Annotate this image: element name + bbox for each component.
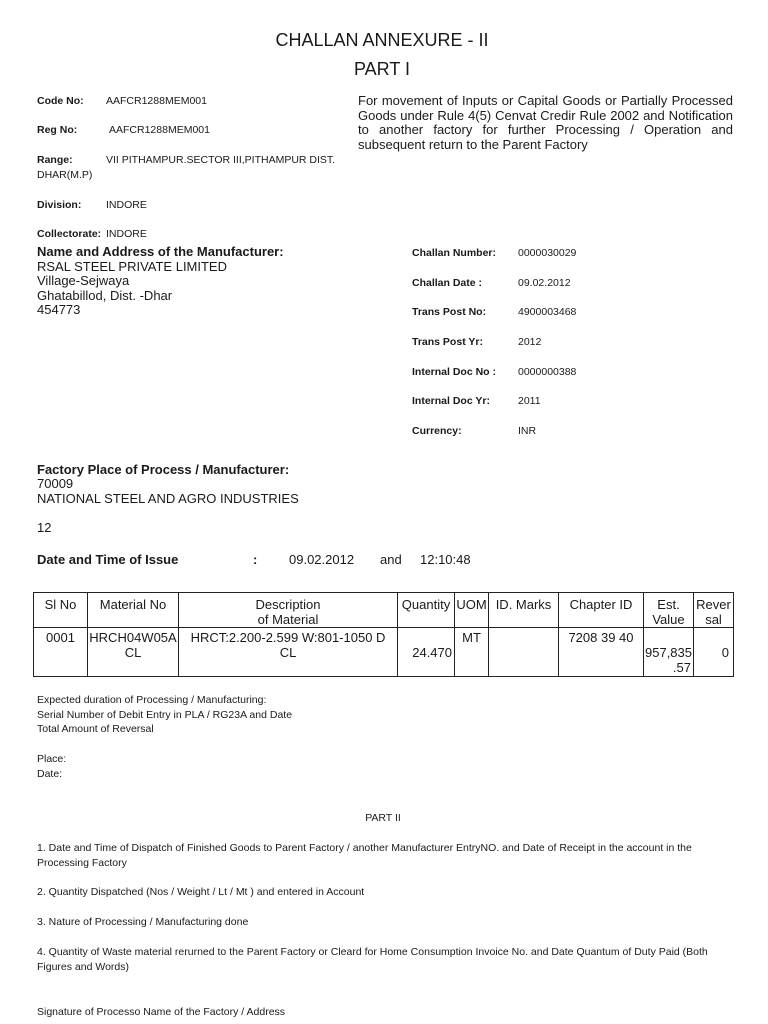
cell-est-value (644, 628, 694, 677)
col-header-est-value (644, 593, 694, 628)
part-two-item (37, 945, 708, 974)
part-two-item (37, 915, 248, 930)
part-two-item (37, 885, 364, 900)
cell-text: 957,835 (645, 645, 692, 660)
purpose-paragraph (358, 94, 733, 152)
trans-post-no-value: 4900003468 (518, 306, 577, 318)
debit-entry-label: Serial Number of Debit Entry in PLA / RG23A and Date (37, 708, 293, 721)
part-two-item-text: 4. Quantity of Waste material rerurned to the Parent Factory or Cleard for Home Consumption Invoice No. and Date Quantum of Duty Paid (Both (37, 946, 708, 958)
manufacturer-name: RSAL STEEL PRIVATE LIMITED (37, 258, 227, 274)
reg-no-value: AAFCR1288MEM001 (109, 124, 210, 136)
date-label: Date: (37, 767, 63, 780)
part-two-heading: PART II (365, 812, 401, 824)
col-header-chapter-id (559, 593, 644, 628)
col-header-id-marks (489, 593, 559, 628)
internal-doc-yr-label: Internal Doc Yr: (412, 395, 490, 407)
cell-text: CL (279, 645, 297, 660)
cell-chapter-id (559, 628, 644, 677)
code-no-value: AAFCR1288MEM001 (106, 95, 207, 107)
declarations-block (37, 693, 292, 737)
header-text: Value (652, 612, 685, 627)
factory-code: 70009 (37, 476, 74, 492)
collectorate-label: Collectorate: (37, 228, 102, 240)
col-header-material-no (88, 593, 179, 628)
signature-label: Signature of Processo Name of the Factory / Address (37, 1006, 286, 1018)
document-title: CHALLAN ANNEXURE - II (275, 30, 489, 50)
header-text: ID. Marks (495, 597, 552, 612)
place-label: Place: (37, 753, 67, 765)
part-one-heading: PART I (353, 59, 411, 79)
part-two-item-text: Processing Factory (37, 856, 127, 869)
header-text: sal (705, 612, 722, 627)
header-text: Rever (696, 597, 731, 612)
cell-material-no (88, 628, 179, 677)
factory-number: 12 (37, 519, 52, 535)
cell-text: 0 (721, 645, 729, 660)
purpose-line: Goods under Rule 4(5) Cenvat Credir Rule 2002 and Notification (358, 107, 733, 123)
cell-id-marks (489, 628, 559, 677)
cell-text: HRCH04W05A (89, 630, 177, 645)
part-two-item-text: 1. Date and Time of Dispatch of Finished Goods to Parent Factory / another Manufacturer EntryNO. and Date of Receipt in the account in the (37, 842, 692, 854)
header-text: Material No (99, 597, 167, 612)
cell-reversal (694, 628, 734, 677)
header-text: Est. (657, 597, 680, 612)
issue-joiner: and (380, 551, 402, 567)
purpose-line: For movement of Inputs or Capital Goods or Partially Processed (358, 93, 733, 108)
collectorate-value: INDORE (106, 228, 147, 240)
code-no-label: Code No: (37, 95, 84, 107)
range-value-line: VII PITHAMPUR.SECTOR III,PITHAMPUR DIST. (106, 154, 336, 166)
challan-number-label: Challan Number: (412, 247, 497, 259)
factory-heading: Factory Place of Process / Manufacturer: (37, 461, 290, 477)
table-row (34, 628, 734, 677)
header-text: Chapter ID (569, 597, 633, 612)
manufacturer-heading: Name and Address of the Manufacturer: (37, 244, 284, 259)
part-two-item-text: 3. Nature of Processing / Manufacturing done (37, 916, 249, 928)
division-value: INDORE (106, 199, 147, 211)
trans-post-yr-value: 2012 (518, 336, 542, 348)
factory-block (37, 463, 299, 536)
header-text: Sl No (44, 597, 77, 612)
table-header-row (34, 593, 734, 628)
range-value-line: DHAR(M.P) (37, 169, 93, 181)
col-header-description (179, 593, 398, 628)
currency-label: Currency: (412, 425, 462, 437)
division-label: Division: (37, 199, 82, 211)
cell-text: 24.470 (412, 645, 452, 660)
total-reversal-label: Total Amount of Reversal (37, 723, 154, 736)
cell-text: HRCT:2.200-2.599 W:801-1050 D (190, 630, 386, 645)
currency-value: INR (518, 425, 537, 437)
reg-no-label: Reg No: (37, 124, 78, 136)
factory-spacer (37, 506, 299, 521)
manufacturer-address-line: Village-Sejwaya (37, 273, 130, 289)
trans-post-yr-label: Trans Post Yr: (412, 336, 483, 348)
cell-uom (455, 628, 489, 677)
manufacturer-block (37, 245, 284, 318)
cell-sl-no (34, 628, 88, 677)
part-two-item-text: 2. Quantity Dispatched (Nos / Weight / Lt / Mt ) and entered in Account (37, 886, 365, 898)
internal-doc-no-label: Internal Doc No : (412, 366, 497, 378)
cell-text: CL (124, 645, 142, 660)
challan-date-value: 09.02.2012 (518, 277, 571, 289)
manufacturer-pincode: 454773 (37, 302, 81, 318)
header-text: Quantity (401, 597, 451, 612)
signature-block (37, 1005, 285, 1020)
purpose-line: subsequent return to the Parent Factory (358, 136, 588, 152)
cell-text: 0001 (46, 630, 75, 645)
expected-duration-label: Expected duration of Processing / Manufacturing: (37, 694, 267, 706)
internal-doc-no-value: 0000000388 (518, 366, 577, 378)
issue-time: 12:10:48 (420, 551, 471, 567)
factory-name: NATIONAL STEEL AND AGRO INDUSTRIES (37, 490, 299, 506)
issue-separator: : (253, 551, 258, 567)
trans-post-no-label: Trans Post No: (412, 306, 487, 318)
col-header-quantity (398, 593, 455, 628)
materials-table (33, 592, 734, 677)
header-text: UOM (456, 597, 487, 612)
challan-date-label: Challan Date : (412, 277, 483, 289)
internal-doc-yr-value: 2011 (518, 395, 541, 407)
part-two-item-text: Figures and Words) (37, 960, 130, 973)
range-label: Range: (37, 154, 73, 166)
issue-date: 09.02.2012 (289, 551, 355, 567)
place-date-block (37, 752, 66, 781)
header-text: of Material (257, 612, 319, 627)
header-text: Description (255, 597, 321, 612)
col-header-uom (455, 593, 489, 628)
cell-quantity (398, 628, 455, 677)
cell-text: MT (462, 630, 481, 645)
issue-label: Date and Time of Issue (37, 551, 179, 567)
part-two-item (37, 841, 692, 870)
cell-text: 7208 39 40 (568, 630, 634, 645)
cell-description (179, 628, 398, 677)
col-header-reversal (694, 593, 734, 628)
col-header-sl-no (34, 593, 88, 628)
cell-text: .57 (672, 660, 691, 675)
challan-number-value: 0000030029 (518, 247, 577, 259)
purpose-line: to another factory for further Processing / Operation and (358, 122, 733, 138)
manufacturer-address-line: Ghatabillod, Dist. -Dhar (37, 287, 173, 303)
